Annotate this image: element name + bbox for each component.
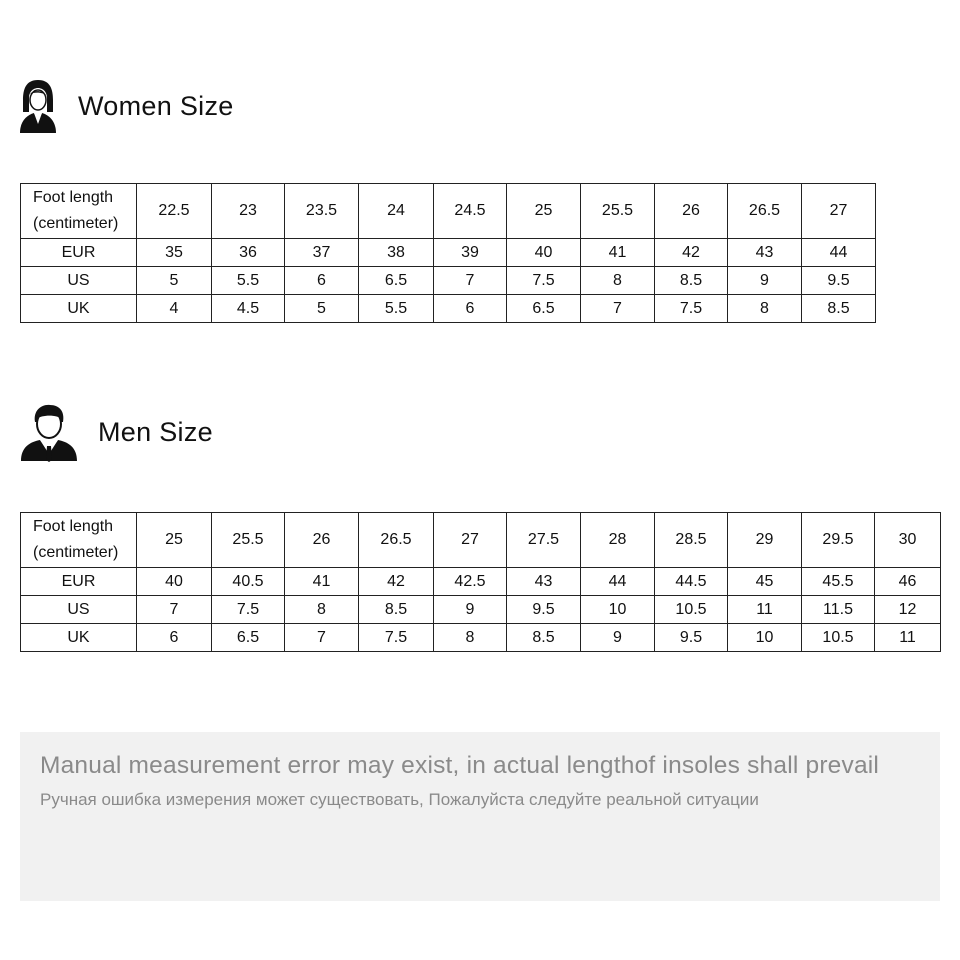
table-cell: 6.5 bbox=[359, 267, 434, 295]
table-cell: 30 bbox=[875, 513, 941, 568]
men-size-header bbox=[20, 402, 213, 462]
table-cell: 9.5 bbox=[655, 624, 728, 652]
table-cell: 6 bbox=[137, 624, 212, 652]
table-cell: 24.5 bbox=[434, 184, 507, 239]
table-cell: 42 bbox=[359, 568, 434, 596]
table-cell: 7 bbox=[581, 295, 655, 323]
table-cell: 8.5 bbox=[507, 624, 581, 652]
table-cell: 7 bbox=[285, 624, 359, 652]
table-cell: 44.5 bbox=[655, 568, 728, 596]
table-cell: 5 bbox=[137, 267, 212, 295]
table-cell: 7.5 bbox=[507, 267, 581, 295]
table-cell: 9 bbox=[434, 596, 507, 624]
table-cell: 35 bbox=[137, 239, 212, 267]
table-cell: 10 bbox=[728, 624, 802, 652]
women-size-table bbox=[20, 183, 876, 323]
table-cell: 5.5 bbox=[212, 267, 285, 295]
table-cell: 41 bbox=[581, 239, 655, 267]
table-cell: 28.5 bbox=[655, 513, 728, 568]
table-cell: 46 bbox=[875, 568, 941, 596]
table-cell: 42.5 bbox=[434, 568, 507, 596]
table-cell: 8.5 bbox=[655, 267, 728, 295]
table-cell: 10 bbox=[581, 596, 655, 624]
note-russian: Ручная ошибка измерения может существовать, Пожалуйста следуйте реальной ситуации bbox=[40, 790, 759, 809]
table-cell: 8 bbox=[728, 295, 802, 323]
measurement-note-box bbox=[20, 732, 940, 901]
table-cell: 28 bbox=[581, 513, 655, 568]
table-cell: 8.5 bbox=[802, 295, 876, 323]
table-cell: 5.5 bbox=[359, 295, 434, 323]
table-cell: 7.5 bbox=[212, 596, 285, 624]
woman-avatar-icon bbox=[18, 78, 58, 134]
eur-label: EUR bbox=[21, 239, 137, 267]
table-cell: 25 bbox=[507, 184, 581, 239]
table-cell: 7 bbox=[434, 267, 507, 295]
table-cell: 6.5 bbox=[507, 295, 581, 323]
uk-label: UK bbox=[21, 624, 137, 652]
table-cell: 40.5 bbox=[212, 568, 285, 596]
table-cell: 9 bbox=[581, 624, 655, 652]
men-size-title: Men Size bbox=[98, 416, 213, 447]
women-size-header bbox=[18, 78, 234, 134]
us-label: US bbox=[21, 267, 137, 295]
table-cell: 9 bbox=[728, 267, 802, 295]
table-cell: 12 bbox=[875, 596, 941, 624]
foot-length-label: Foot length (centimeter) bbox=[21, 184, 137, 239]
table-cell: 27 bbox=[802, 184, 876, 239]
table-cell: 10.5 bbox=[655, 596, 728, 624]
table-cell: 7.5 bbox=[359, 624, 434, 652]
table-cell: 9.5 bbox=[802, 267, 876, 295]
table-cell: 26 bbox=[655, 184, 728, 239]
table-cell: 29 bbox=[728, 513, 802, 568]
table-cell: 7 bbox=[137, 596, 212, 624]
table-cell: 44 bbox=[581, 568, 655, 596]
table-cell: 22.5 bbox=[137, 184, 212, 239]
table-cell: 8 bbox=[434, 624, 507, 652]
table-cell: 8.5 bbox=[359, 596, 434, 624]
table-cell: 5 bbox=[285, 295, 359, 323]
table-cell: 29.5 bbox=[802, 513, 875, 568]
table-cell: 23 bbox=[212, 184, 285, 239]
table-cell: 23.5 bbox=[285, 184, 359, 239]
table-cell: 24 bbox=[359, 184, 434, 239]
table-cell: 26.5 bbox=[359, 513, 434, 568]
table-cell: 9.5 bbox=[507, 596, 581, 624]
table-cell: 44 bbox=[802, 239, 876, 267]
men-uk-row bbox=[21, 624, 941, 652]
table-cell: 27.5 bbox=[507, 513, 581, 568]
table-cell: 42 bbox=[655, 239, 728, 267]
table-cell: 7.5 bbox=[655, 295, 728, 323]
women-size-title: Women Size bbox=[78, 90, 234, 121]
women-us-row bbox=[21, 267, 876, 295]
table-cell: 40 bbox=[137, 568, 212, 596]
table-cell: 45.5 bbox=[802, 568, 875, 596]
women-uk-row bbox=[21, 295, 876, 323]
men-eur-row bbox=[21, 568, 941, 596]
men-size-table bbox=[20, 512, 941, 652]
table-cell: 38 bbox=[359, 239, 434, 267]
note-english: Manual measurement error may exist, in actual lengthof insoles shall prevail bbox=[40, 752, 880, 779]
table-cell: 45 bbox=[728, 568, 802, 596]
table-cell: 25 bbox=[137, 513, 212, 568]
table-cell: 36 bbox=[212, 239, 285, 267]
table-cell: 8 bbox=[581, 267, 655, 295]
table-cell: 27 bbox=[434, 513, 507, 568]
women-eur-row bbox=[21, 239, 876, 267]
table-cell: 43 bbox=[728, 239, 802, 267]
man-avatar-icon bbox=[20, 402, 78, 462]
table-cell: 41 bbox=[285, 568, 359, 596]
table-cell: 25.5 bbox=[212, 513, 285, 568]
table-cell: 6 bbox=[285, 267, 359, 295]
table-cell: 10.5 bbox=[802, 624, 875, 652]
table-cell: 11 bbox=[728, 596, 802, 624]
table-cell: 6.5 bbox=[212, 624, 285, 652]
table-cell: 11 bbox=[875, 624, 941, 652]
table-cell: 37 bbox=[285, 239, 359, 267]
uk-label: UK bbox=[21, 295, 137, 323]
table-cell: 4 bbox=[137, 295, 212, 323]
women-foot-length-row bbox=[21, 184, 876, 239]
eur-label: EUR bbox=[21, 568, 137, 596]
table-cell: 6 bbox=[434, 295, 507, 323]
table-cell: 26.5 bbox=[728, 184, 802, 239]
table-cell: 25.5 bbox=[581, 184, 655, 239]
table-cell: 43 bbox=[507, 568, 581, 596]
men-us-row bbox=[21, 596, 941, 624]
table-cell: 40 bbox=[507, 239, 581, 267]
table-cell: 8 bbox=[285, 596, 359, 624]
table-cell: 26 bbox=[285, 513, 359, 568]
table-cell: 11.5 bbox=[802, 596, 875, 624]
table-cell: 39 bbox=[434, 239, 507, 267]
us-label: US bbox=[21, 596, 137, 624]
foot-length-label: Foot length (centimeter) bbox=[21, 513, 137, 568]
table-cell: 4.5 bbox=[212, 295, 285, 323]
men-foot-length-row bbox=[21, 513, 941, 568]
